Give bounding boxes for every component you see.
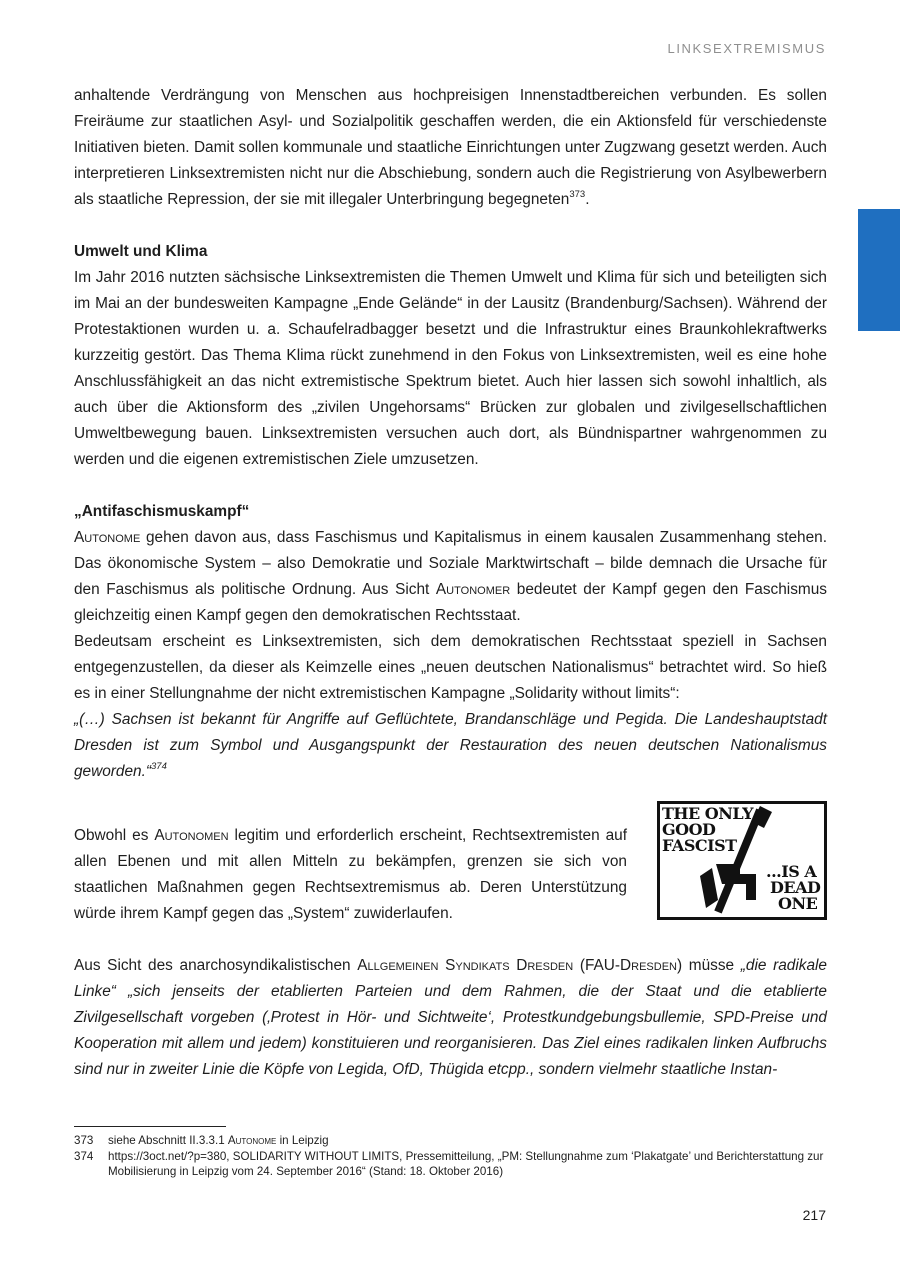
poster-line-2: GOOD — [662, 820, 716, 839]
antifa-paragraph-3: Obwohl es Autonomen legitim und erforderlich erscheint, Rechtsextremisten auf allen Ebenen und mit allen Mitteln zu bekämpfen, grenzen sie sich von staatlichen Maßnahmen gegen Rechtsextremismus ab. Deren Unterstützung würde ihrem Kampf gegen das „System“ zuwiderlaufen. — [74, 827, 627, 922]
antifa-poster-image — [657, 801, 827, 920]
footnote-link[interactable]: https://3oct.net/?p=380, SOLIDARITY WITHOUT LIMITS, Pressemitteilung, „PM: Stellungnahme zum ‘Plakatgate’ und Berichterstattung zur Mobilisierung in Leipzig vom 24. September 2016“ (Stand: 18. Oktober 2016) — [108, 1149, 824, 1178]
page-number: 217 — [802, 1207, 826, 1223]
main-text — [74, 83, 827, 1083]
heading-antifaschismuskampf: „Antifaschismuskampf“ — [74, 503, 250, 520]
intro-paragraph: anhaltende Verdrängung von Menschen aus hochpreisigen Innenstadtbereichen verbunden. Es sollen Freiräume zur staatlichen Asyl- und Sozialpolitik geschaffen werden, die ein Aktionsfeld für verschiedenste Initiativen bieten. Damit sollen kommunale und staatliche Einrichtungen unter Zugzwang gesetzt werden. Auch interpretieren Linksextremisten nicht nur die Abschiebung, sondern auch die Registrierung von Asylbewerbern als staatliche Repression, der sie mit illegaler Unterbringung begegneten$^{373}$. — [74, 87, 827, 208]
footnote-divider — [74, 1126, 226, 1127]
poster-line-1: THE ONLY — [662, 804, 753, 823]
chapter-tab-marker — [858, 209, 900, 331]
footnote-ref-374[interactable]: 374 — [151, 760, 167, 772]
antifa-paragraph-2: Bedeutsam erscheint es Linksextremisten, sich dem demokratischen Rechtsstaat speziell in Sachsen entgegenzustellen, da dieser als Keimzelle eines „neuen deutschen Nationalismus“ betrachtet wird. So hieß es in einer Stellungnahme der nicht extremistischen Kampagne „Solidarity without limits“: — [74, 633, 827, 702]
antifa-paragraph-4: Aus Sicht des anarchosyndikalistischen Allgemeinen Syndikats Dresden (FAU-Dresden) müsse „die radikale Linke“ „sich jenseits der etablierten Parteien und dem Rahmen, die der Staat und die etablierte Zivilgesellschaft vorgeben (‚Protest in Hör- und Sichtweite‘, Protestkundgebungsbullemie, SPD-Preise und Kooperation mit allem und jedem) konstituieren und reorganisieren. Das Ziel eines radikalen linken Aufbruchs sind nur in zweiter Linie die Köpfe von Legida, OfD, Thügida etcpp., sondern vielmehr staatliche Instan- — [74, 957, 827, 1078]
footnotes — [74, 1133, 827, 1180]
footnote-373: 373 siehe Abschnitt II.3.3.1 Autonome in Leipzig — [74, 1134, 329, 1147]
poster-line-6: ONE — [778, 894, 818, 913]
poster-line-4: ...IS A — [766, 862, 817, 881]
running-head: LINKSEXTREMISMUS — [667, 41, 826, 56]
footnote-374: 374 https://3oct.net/?p=380, SOLIDARITY WITHOUT LIMITS, Pressemitteilung, „PM: Stellungnahme zum ‘Plakatgate’ und Berichterstattung zur Mobilisierung in Leipzig vom 24. September 2016“ (Stand: 18. Oktober 2016) — [74, 1149, 824, 1178]
poster-line-5: DEAD — [770, 878, 821, 897]
figure-row — [74, 801, 827, 927]
footnote-ref-373[interactable]: 373 — [569, 188, 586, 200]
poster-line-3: FASCIST — [662, 836, 737, 855]
umwelt-paragraph: Im Jahr 2016 nutzten sächsische Linksextremisten die Themen Umwelt und Klima für sich und beteiligten sich im Mai an der bundesweiten Kampagne „Ende Gelände“ in der Lausitz (Brandenburg/Sachsen). Während der Protestaktionen wurden u. a. Schaufelradbagger besetzt und die Infrastruktur eines Braunkohlekraftwerks kurzzeitig gestört. Das Thema Klima rückt zunehmend in den Fokus von Linksextremisten, weil es eine hohe Anschlussfähigkeit an das nicht extremistische Spektrum bietet. Auch hier lassen sich sowohl inhaltlich, als auch über die Aktionsform des „zivilen Ungehorsams“ Brücken zur globalen und zivilgesellschaftlichen Umweltbewegung bauen. Linksextremisten versuchen auch dort, als Bündnispartner wahrgenommen zu werden und die eigenen extremistischen Ziele umzusetzen. — [74, 269, 827, 468]
block-quote: „(…) Sachsen ist bekannt für Angriffe auf Geflüchtete, Brandanschläge und Pegida. Die Landeshauptstadt Dresden ist zum Symbol und Ausgangspunkt der Restauration des neuen deutschen Nationalismus geworden.“$^{374}$ — [74, 711, 827, 780]
heading-umwelt-klima: Umwelt und Klima — [74, 243, 208, 260]
antifa-paragraph-1: Autonome gehen davon aus, dass Faschismus und Kapitalismus in einem kausalen Zusammenhang stehen. Das ökonomische System – also Demokratie und Soziale Marktwirtschaft – bilde demnach die Ursache für den Faschismus als politische Ordnung. Aus Sicht Autonomer bedeutet der Kampf gegen den Faschismus gleichzeitig einen Kampf gegen den demokratischen Rechtsstaat. — [74, 529, 828, 624]
